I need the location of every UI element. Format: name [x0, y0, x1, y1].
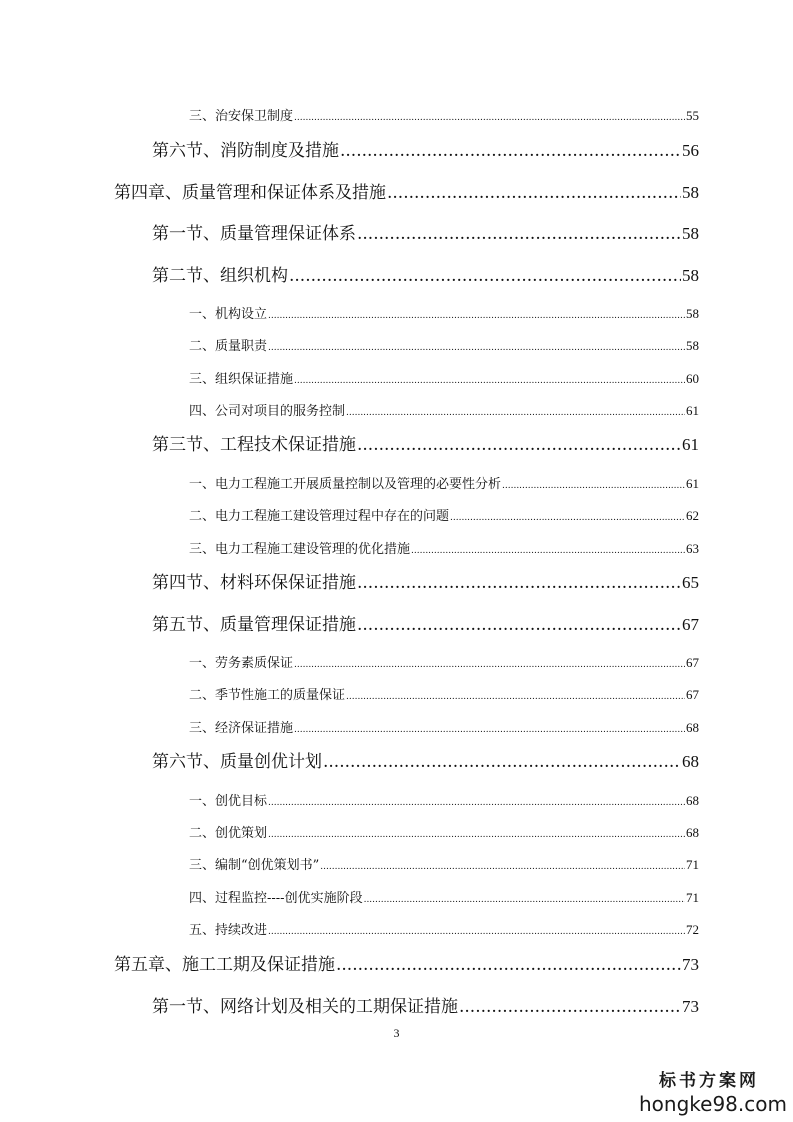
toc-entry[interactable]	[189, 684, 699, 704]
toc-entry-title: 四、公司对项目的服务控制	[189, 404, 346, 419]
toc-entry-title: 第三节、工程技术保证措施	[152, 435, 356, 455]
toc-entry[interactable]	[189, 717, 699, 737]
toc-entry-title: 三、治安保卫制度	[189, 109, 294, 124]
toc-entry-page: 58	[682, 183, 699, 202]
toc-dot-leader	[450, 509, 685, 524]
toc-entry[interactable]	[152, 136, 699, 162]
toc-entry[interactable]	[152, 219, 699, 245]
toc-entry[interactable]	[189, 303, 699, 323]
toc-entry-title: 二、电力工程施工建设管理过程中存在的问题	[189, 509, 450, 524]
toc-entry-title: 一、创优目标	[189, 794, 268, 809]
toc-entry-page: 73	[682, 955, 699, 974]
toc-entry-page: 71	[686, 890, 699, 905]
toc-dot-leader	[294, 656, 685, 671]
toc-dot-leader	[346, 688, 685, 703]
toc-entry-title: 第五章、施工工期及保证措施	[114, 955, 335, 975]
toc-entry-title: 三、电力工程施工建设管理的优化措施	[189, 542, 411, 557]
toc-entry[interactable]	[152, 747, 699, 773]
page-number: 3	[393, 1026, 400, 1040]
toc-entry[interactable]	[189, 822, 699, 842]
toc-entry-page: 68	[686, 793, 699, 808]
toc-dot-leader	[357, 573, 681, 593]
toc-entry[interactable]	[189, 919, 699, 939]
toc-entry[interactable]	[152, 610, 699, 636]
toc-dot-leader	[357, 224, 681, 244]
toc-entry-title: 第六节、消防制度及措施	[152, 141, 339, 161]
toc-entry-title: 三、编制“创优策划书”	[189, 858, 320, 873]
toc-entry[interactable]	[114, 178, 699, 204]
toc-entry-page: 58	[682, 266, 699, 285]
toc-entry-page: 67	[686, 687, 699, 702]
toc-entry-page: 61	[682, 435, 699, 454]
toc-entry-page: 68	[686, 720, 699, 735]
toc-dot-leader	[268, 307, 685, 322]
toc-dot-leader	[268, 826, 685, 841]
toc-entry[interactable]	[189, 335, 699, 355]
toc-entry[interactable]	[189, 652, 699, 672]
toc-dot-leader	[459, 997, 681, 1017]
toc-entry[interactable]	[189, 105, 699, 125]
toc-entry-page: 63	[686, 541, 699, 556]
toc-entry[interactable]	[189, 473, 699, 493]
toc-entry-page: 67	[686, 655, 699, 670]
toc-dot-leader	[336, 955, 681, 975]
toc-entry-page: 65	[682, 573, 699, 592]
toc-entry[interactable]	[189, 368, 699, 388]
toc-dot-leader	[387, 183, 681, 203]
toc-dot-leader	[268, 923, 685, 938]
toc-entry[interactable]	[189, 505, 699, 525]
toc-entry-page: 68	[682, 752, 699, 771]
toc-dot-leader	[346, 404, 685, 419]
toc-entry-page: 55	[686, 108, 699, 123]
toc-entry-page: 58	[682, 224, 699, 243]
toc-dot-leader	[289, 266, 681, 286]
toc-entry-page: 62	[686, 508, 699, 523]
toc-entry-title: 五、持续改进	[189, 923, 268, 938]
toc-entry[interactable]	[189, 854, 699, 874]
toc-entry-title: 一、劳务素质保证	[189, 656, 294, 671]
toc-entry-page: 58	[686, 338, 699, 353]
toc-entry-page: 61	[686, 403, 699, 418]
toc-entry-title: 三、组织保证措施	[189, 372, 294, 387]
toc-entry-page: 72	[686, 922, 699, 937]
toc-entry-page: 67	[682, 615, 699, 634]
toc-entry-title: 第四章、质量管理和保证体系及措施	[114, 183, 386, 203]
toc-entry-title: 二、季节性施工的质量保证	[189, 688, 346, 703]
toc-dot-leader	[357, 435, 681, 455]
toc-entry[interactable]	[189, 538, 699, 558]
toc-entry-title: 第四节、材料环保保证措施	[152, 573, 356, 593]
toc-dot-leader	[268, 339, 685, 354]
toc-entry-title: 第二节、组织机构	[152, 266, 288, 286]
toc-dot-leader	[411, 542, 685, 557]
toc-entry-title: 第六节、质量创优计划	[152, 752, 322, 772]
toc-dot-leader	[357, 615, 681, 635]
watermark-logo	[639, 1070, 787, 1116]
toc-entry[interactable]	[189, 790, 699, 810]
toc-dot-leader	[340, 141, 681, 161]
toc-dot-leader	[294, 109, 685, 124]
toc-dot-leader	[320, 858, 685, 873]
toc-entry-title: 第五节、质量管理保证措施	[152, 615, 356, 635]
toc-entry[interactable]	[152, 261, 699, 287]
toc-entry-page: 60	[686, 371, 699, 386]
toc-dot-leader	[294, 372, 685, 387]
toc-entry[interactable]	[152, 430, 699, 456]
toc-entry-title: 一、机构设立	[189, 307, 268, 322]
toc-dot-leader	[502, 477, 685, 492]
toc-entry[interactable]	[189, 400, 699, 420]
watermark-url: hongke98.com	[639, 1092, 787, 1116]
toc-entry-title: 一、电力工程施工开展质量控制以及管理的必要性分析	[189, 477, 502, 492]
toc-entry-title: 三、经济保证措施	[189, 721, 294, 736]
toc-dot-leader	[294, 721, 685, 736]
toc-entry-page: 58	[686, 306, 699, 321]
toc-entry[interactable]	[152, 992, 699, 1018]
toc-entry-title: 二、质量职责	[189, 339, 268, 354]
toc-dot-leader	[323, 752, 681, 772]
toc-entry-page: 56	[682, 141, 699, 160]
toc-entry-page: 71	[686, 857, 699, 872]
toc-entry-title: 二、创优策划	[189, 826, 268, 841]
toc-entry-page: 68	[686, 825, 699, 840]
toc-entry-page: 73	[682, 997, 699, 1016]
toc-entry[interactable]	[152, 568, 699, 594]
toc-entry-title: 第一节、网络计划及相关的工期保证措施	[152, 997, 458, 1017]
toc-entry-title: 四、过程监控----创优实施阶段	[189, 891, 363, 906]
toc-dot-leader	[268, 794, 685, 809]
toc-entry[interactable]	[114, 950, 699, 976]
toc-entry-page: 61	[686, 476, 699, 491]
toc-entry[interactable]	[189, 887, 699, 907]
watermark-title: 标书方案网	[659, 1071, 759, 1091]
toc-entry-title: 第一节、质量管理保证体系	[152, 224, 356, 244]
toc-dot-leader	[364, 891, 685, 906]
